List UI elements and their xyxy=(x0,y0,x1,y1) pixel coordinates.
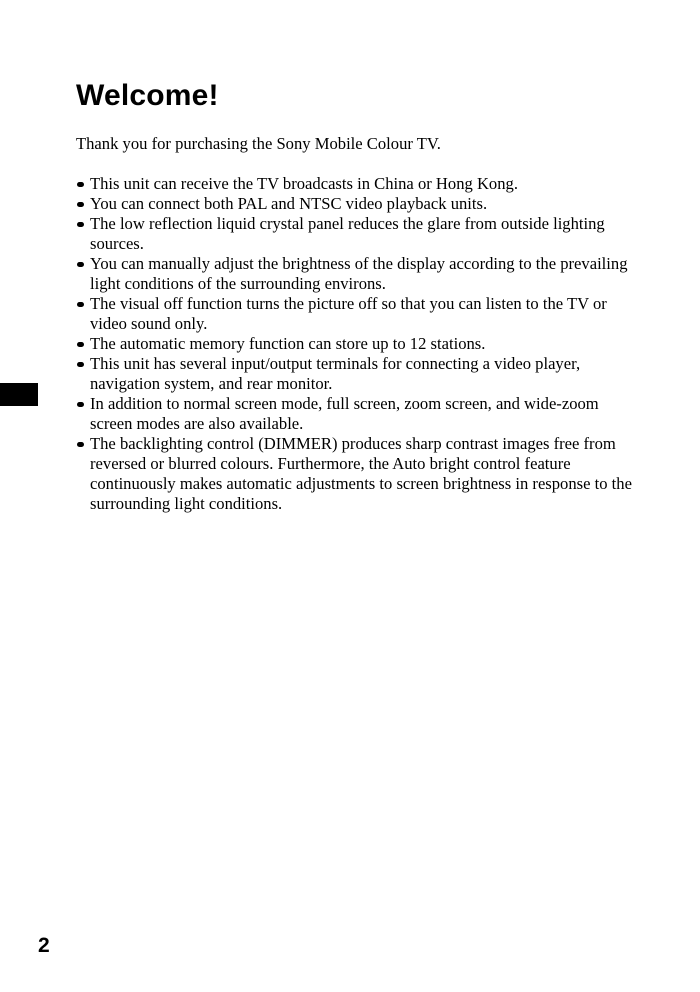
list-item xyxy=(76,354,641,394)
feature-list xyxy=(76,174,641,514)
list-item-text: The backlighting control (DIMMER) produces sharp contrast images free from reversed or blurred colours. Furthermore, the Auto bright control feature continuously makes automatic adjustments to screen brightness in response to the surrounding light conditions. xyxy=(90,434,632,513)
list-item xyxy=(76,214,641,254)
bullet-icon xyxy=(77,362,84,367)
bullet-icon xyxy=(77,202,84,207)
bullet-icon xyxy=(77,342,84,347)
list-item xyxy=(76,334,641,354)
section-tab-marker xyxy=(0,383,38,406)
list-item-text: In addition to normal screen mode, full screen, zoom screen, and wide-zoom screen modes are also available. xyxy=(90,394,599,433)
list-item-text: This unit has several input/output terminals for connecting a video player, navigation system, and rear monitor. xyxy=(90,354,581,393)
list-item-text: The automatic memory function can store up to 12 stations. xyxy=(90,334,486,353)
list-item-text: This unit can receive the TV broadcasts in China or Hong Kong. xyxy=(90,174,518,193)
list-item-text: You can manually adjust the brightness of the display according to the prevailing light conditions of the surrounding environs. xyxy=(90,254,628,293)
list-item-text: The low reflection liquid crystal panel reduces the glare from outside lighting sources. xyxy=(90,214,605,253)
list-item xyxy=(76,174,641,194)
list-item xyxy=(76,434,641,514)
list-item xyxy=(76,294,641,334)
list-item xyxy=(76,194,641,214)
page-title: Welcome! xyxy=(76,79,219,112)
bullet-icon xyxy=(77,442,84,447)
list-item xyxy=(76,254,641,294)
intro-text: Thank you for purchasing the Sony Mobile Colour TV. xyxy=(76,134,441,153)
bullet-icon xyxy=(77,402,84,407)
list-item-text: The visual off function turns the picture off so that you can listen to the TV or video sound only. xyxy=(90,294,607,333)
bullet-icon xyxy=(77,182,84,187)
bullet-icon xyxy=(77,222,84,227)
page-number: 2 xyxy=(38,934,50,957)
bullet-icon xyxy=(77,262,84,267)
bullet-icon xyxy=(77,302,84,307)
list-item xyxy=(76,394,641,434)
list-item-text: You can connect both PAL and NTSC video playback units. xyxy=(90,194,488,213)
